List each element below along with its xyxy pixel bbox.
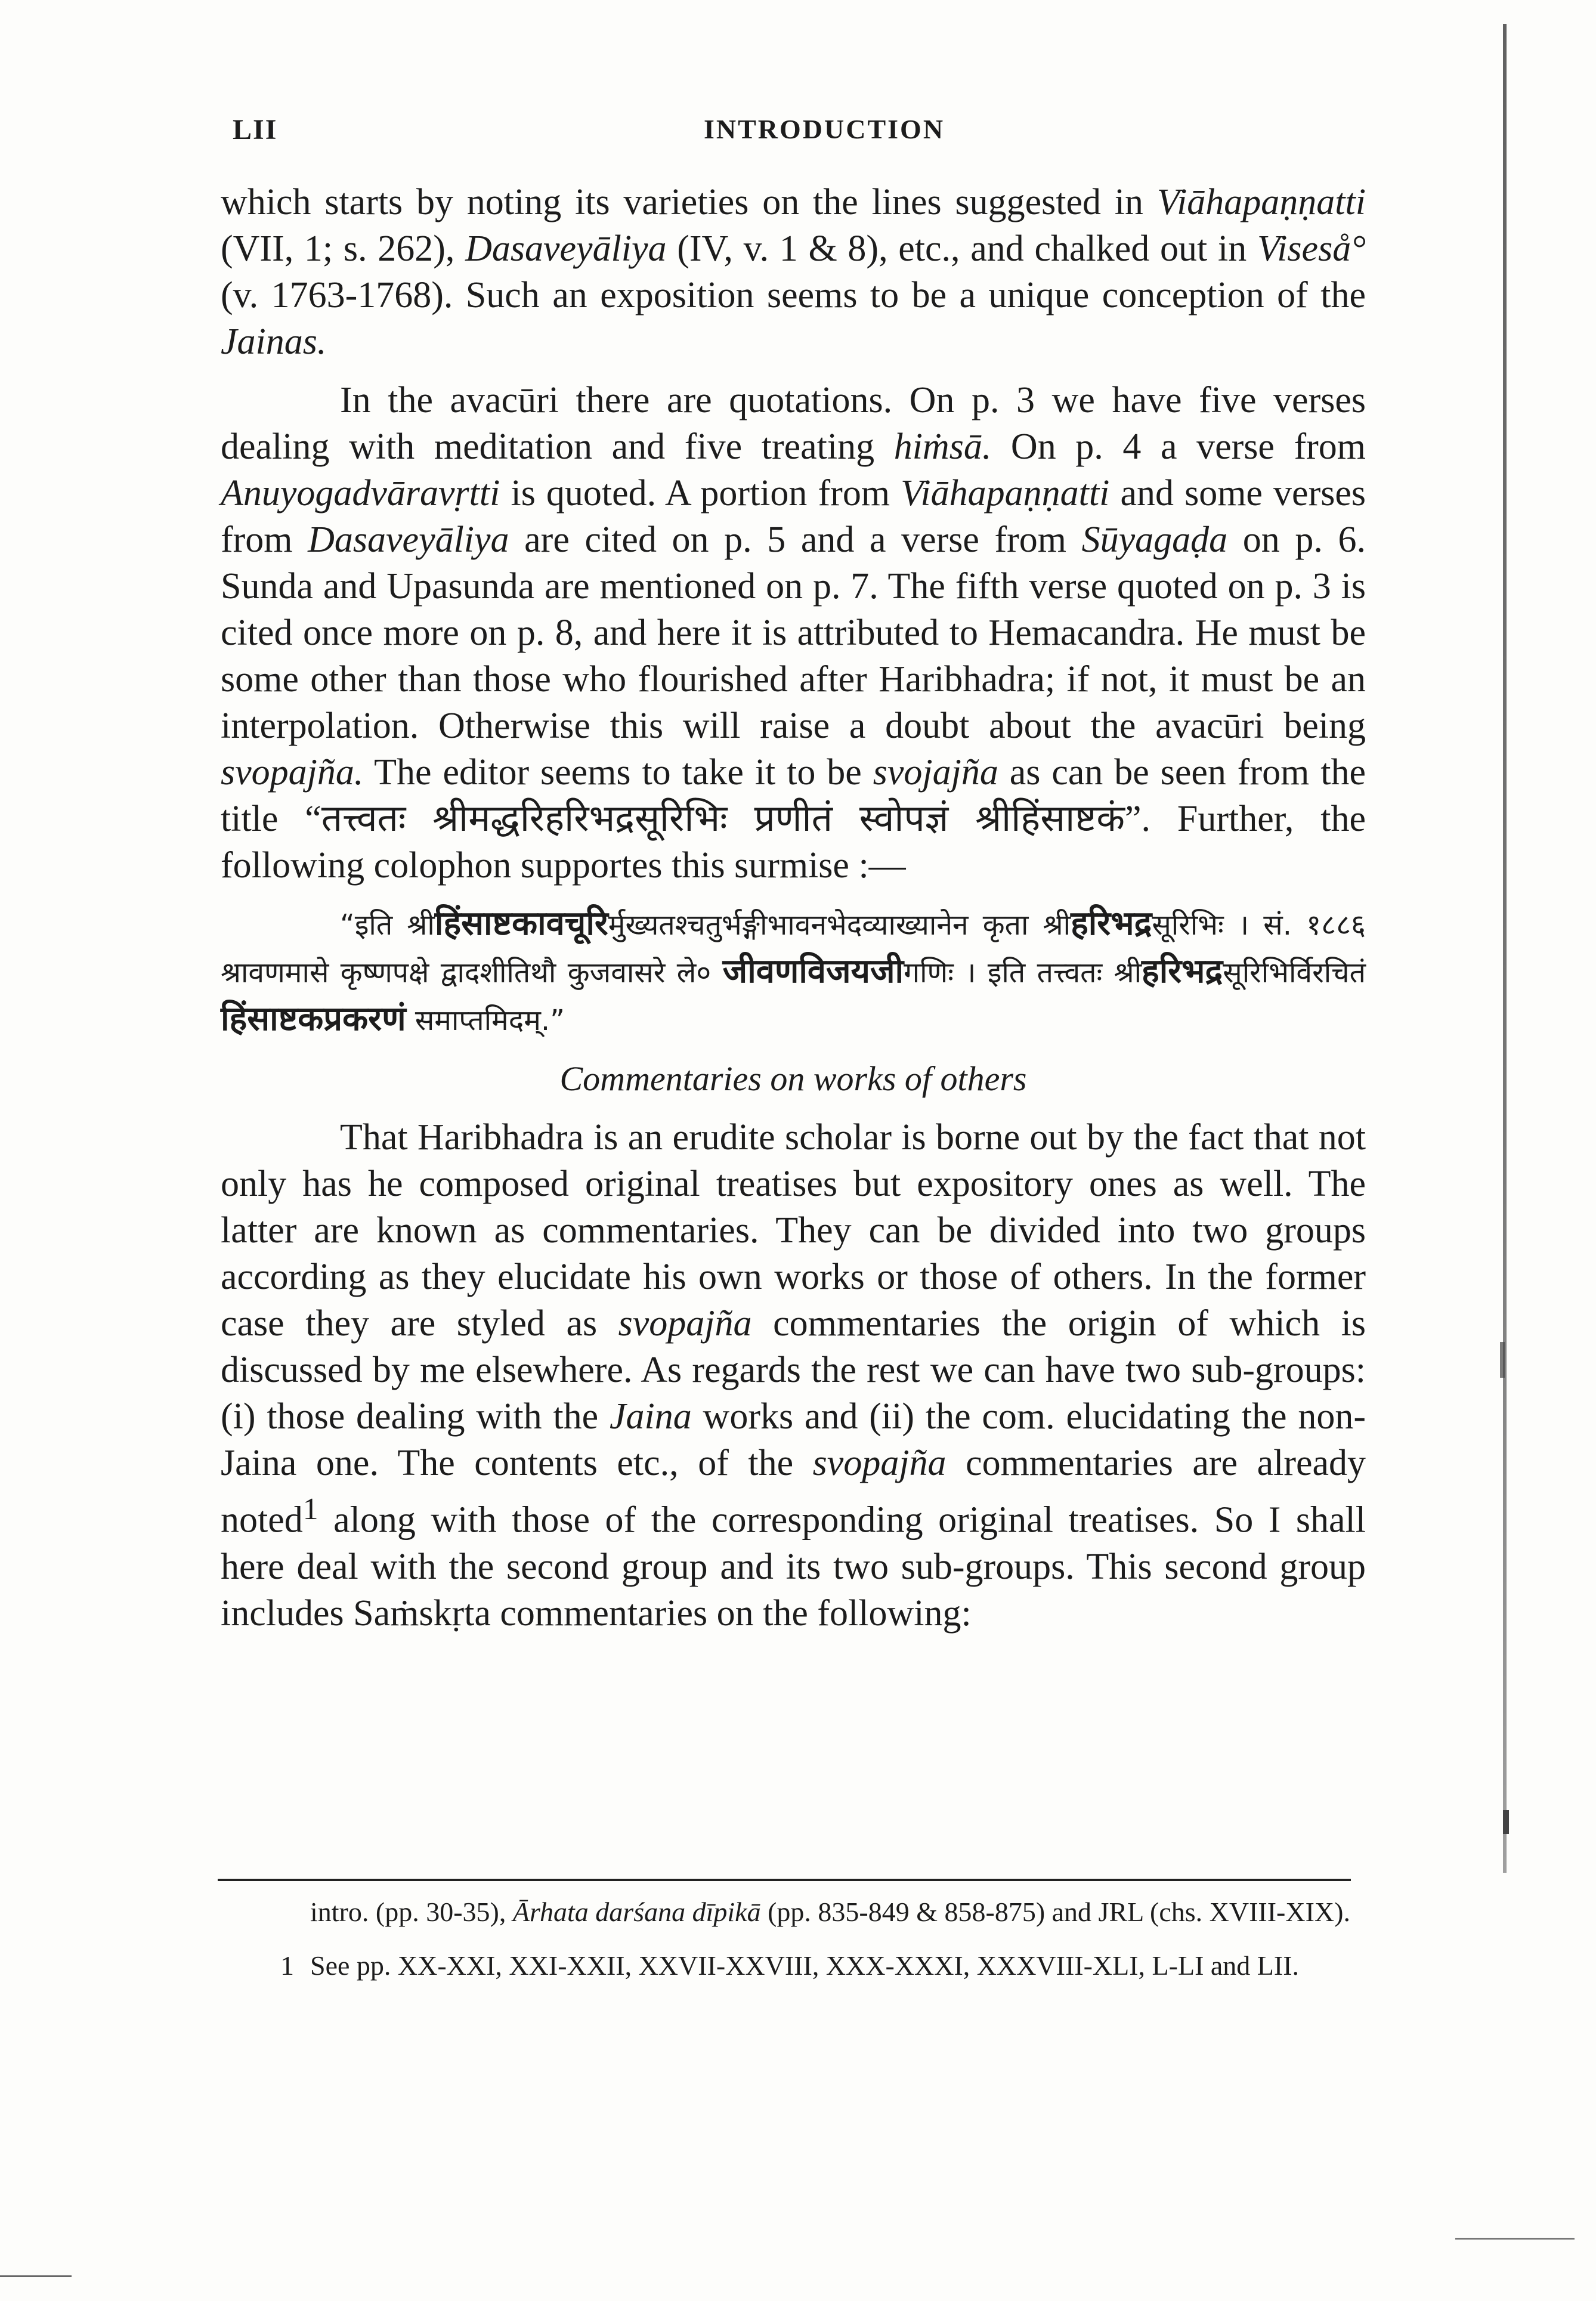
running-title: INTRODUCTION <box>704 114 945 144</box>
footnote-rule <box>218 1879 1351 1881</box>
main-text <box>221 179 1366 1649</box>
footnote-number: 1 <box>280 1950 294 1981</box>
paragraph-2: In the avacūri there are quotations. On p. 3 we have five verses dealing with meditation and five treating hiṁsā. On p. 4 a verse from Anuyogadvāravṛtti is quoted. A portion from Viāhapaṇṇatti and some verses from Dasaveyāliya are cited on p. 5 and a verse from Sūyagaḍa on p. 6. Sunda and Upasunda are mentioned on p. 7. The fifth verse quoted on p. 3 is cited once more on p. 8, and here it is attributed to Hemacandra. He must be some other than those who flourished after Haribhadra; if not, it must be an interpolation. Otherwise this will raise a doubt about the avacūri being svopajña. The editor seems to take it to be svojajña as can be seen from the title “तत्त्वतः श्रीमद्धरिहरिभद्रसूरिभिः प्रणीतं स्वोपज्ञं श्रीहिंसाष्टकं”. Further, the following colophon supportes this surmise :— <box>221 380 1366 886</box>
footnotes <box>280 1894 1360 2001</box>
paragraph-1: which starts by noting its varieties on the lines suggested in Viāhapaṇṇatti (VII, 1; s. 262), Dasaveyāliya (IV, v. 1 & 8), etc., and chalked out in Viseså° (v. 1763-1768). Such an exposition seems to be a unique conception of the Jainas. <box>221 182 1366 362</box>
running-head <box>233 113 1360 161</box>
footnote-ref: 1 <box>302 1492 318 1526</box>
edge-mark <box>1503 1810 1509 1834</box>
scan-mark <box>0 2275 72 2277</box>
edge-mark <box>1500 1342 1505 1378</box>
paragraph-3: That Haribhadra is an erudite scholar is borne out by the fact that not only has he composed original treatises but expository ones as well. The latter are known as commentaries. They can be divided into two groups according as they elucidate his own works or those of others. In the former case they are styled as svopajña commentaries the origin of which is discussed by me elsewhere. As regards the rest we can have two sub-groups: (i) those dealing with the Jaina works and (ii) the com. elucidating the non-Jaina one. The contents etc., of the svopajña commentaries are already noted$^1$ along with those of the corresponding original treatises. So I shall here deal with the second group and its two sub-groups. This second group includes Saṁskṛta commentaries on the following: <box>221 1117 1366 1634</box>
scan-mark <box>1455 2238 1575 2240</box>
section-heading: Commentaries on works of others <box>559 1059 1027 1098</box>
footnote-continuation: intro. (pp. 30-35), Ārhata darśana dīpikā (pp. 835-849 & 858-875) and JRL (chs. XVIII-XIX). <box>310 1897 1350 1927</box>
footnote-1: 1 See pp. XX-XXI, XXI-XXII, XXVII-XXVIII, XXX-XXXI, XXXVIII-XLI, L-LI and LII. <box>310 1947 1360 1984</box>
colophon-quote: “इति श्रीहिंसाष्टकावचूरिर्मुख्यतश्चतुर्भङ्गीभावनभेदव्याख्यानेन कृता श्रीहरिभद्रसूरिभिः । सं. १८८६ श्रावणमासे कृष्णपक्षे द्वादशीतिथौ कुजवासरे ले० जीवणविजयजीगणिः । इति तत्त्वतः श्रीहरिभद्रसूरिभिर्विरचितं हिंसाष्टकप्रकरणं समाप्तमिदम्.” <box>221 904 1366 1038</box>
page-edge-shadow <box>1503 24 1507 1873</box>
page-number: LII <box>233 114 278 146</box>
